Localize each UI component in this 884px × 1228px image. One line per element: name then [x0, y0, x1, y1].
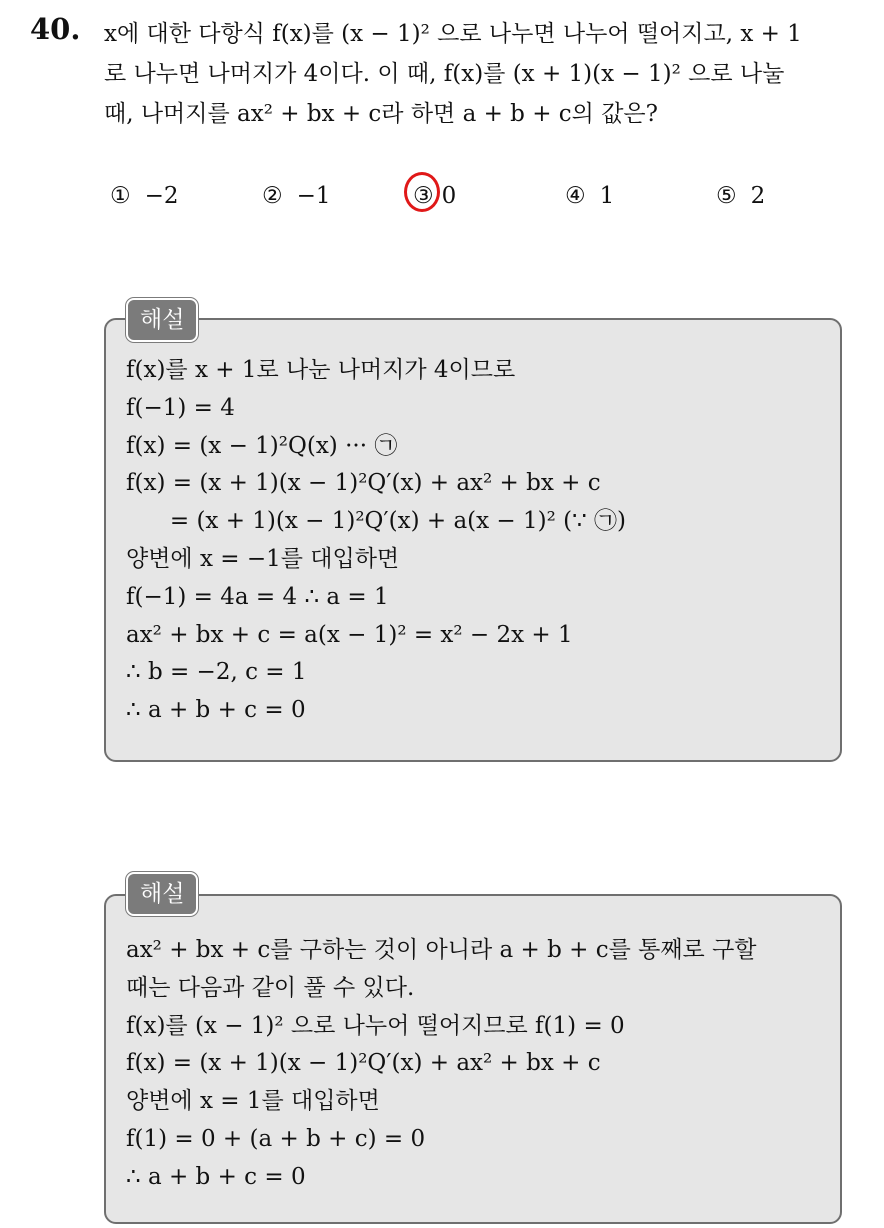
solution-line: f(x)를 (x − 1)² 으로 나누어 떨어지므로 f(1) = 0: [126, 1012, 625, 1039]
solution-line: f(1) = 0 + (a + b + c) = 0: [126, 1125, 426, 1152]
choice-value: 2: [750, 183, 766, 209]
answer-mark-circle: [404, 172, 440, 212]
solution-box-1: [104, 318, 842, 762]
choice-value: −2: [144, 183, 179, 209]
solution-label: 해설: [126, 298, 198, 342]
solution-line: f(x) = (x + 1)(x − 1)²Q′(x) + ax² + bx + c: [126, 470, 601, 497]
solution-line: 양변에 x = 1를 대입하면: [126, 1088, 380, 1115]
solution-line: 양변에 x = −1를 대입하면: [126, 545, 400, 572]
solution-line: f(x) = (x + 1)(x − 1)²Q′(x) + ax² + bx + c: [126, 1050, 601, 1077]
solution-lines: [126, 932, 820, 1197]
answer-choices: [0, 178, 884, 218]
solution-line: ∴ b = −2, c = 1: [126, 659, 307, 686]
question-text: [104, 14, 864, 134]
solution-line: f(−1) = 4a = 4 ∴ a = 1: [126, 583, 389, 610]
solution-line: ax² + bx + c를 구하는 것이 아니라 a + b + c를 통째로 구할: [126, 937, 757, 963]
solution-line: 때는 다음과 같이 풀 수 있다.: [126, 974, 415, 1001]
question-line: 때, 나머지를 ax² + bx + c라 하면 a + b + c의 값은?: [104, 101, 658, 127]
solution-line: ∴ a + b + c = 0: [126, 697, 306, 724]
choice-number: ⑤: [716, 183, 737, 209]
solution-line: f(x)를 x + 1로 나눈 나머지가 4이므로: [126, 357, 516, 383]
choice-number: ④: [565, 183, 586, 209]
choice-value: 1: [599, 183, 615, 209]
solution-line: ∴ a + b + c = 0: [126, 1163, 306, 1190]
choice-value: −1: [296, 183, 331, 209]
solution-line: f(−1) = 4: [126, 394, 235, 421]
solution-line: = (x + 1)(x − 1)²Q′(x) + a(x − 1)² (∵ ㉠): [126, 508, 627, 535]
solution-line: ax² + bx + c = a(x − 1)² = x² − 2x + 1: [126, 621, 573, 648]
choice-4[interactable]: [565, 178, 614, 214]
choice-5[interactable]: [716, 178, 765, 214]
choice-number: ②: [262, 183, 283, 209]
choice-number: ③: [413, 183, 434, 209]
question-line: x에 대한 다항식 f(x)를 (x − 1)² 으로 나누면 나누어 떨어지고, x + 1: [104, 21, 802, 47]
solution-label: 해설: [126, 872, 198, 916]
choice-number: ①: [110, 183, 131, 209]
choice-2[interactable]: [262, 178, 331, 214]
question-line: 로 나누면 나머지가 4이다. 이 때, f(x)를 (x + 1)(x − 1)² 으로 나눌: [104, 61, 785, 87]
choice-1[interactable]: [110, 178, 179, 214]
solution-lines: [126, 352, 820, 730]
question-number: 40.: [30, 12, 81, 46]
choice-value: 0: [441, 183, 457, 209]
solution-line: f(x) = (x − 1)²Q(x) ··· ㉠: [126, 432, 398, 459]
solution-box-2: [104, 894, 842, 1224]
